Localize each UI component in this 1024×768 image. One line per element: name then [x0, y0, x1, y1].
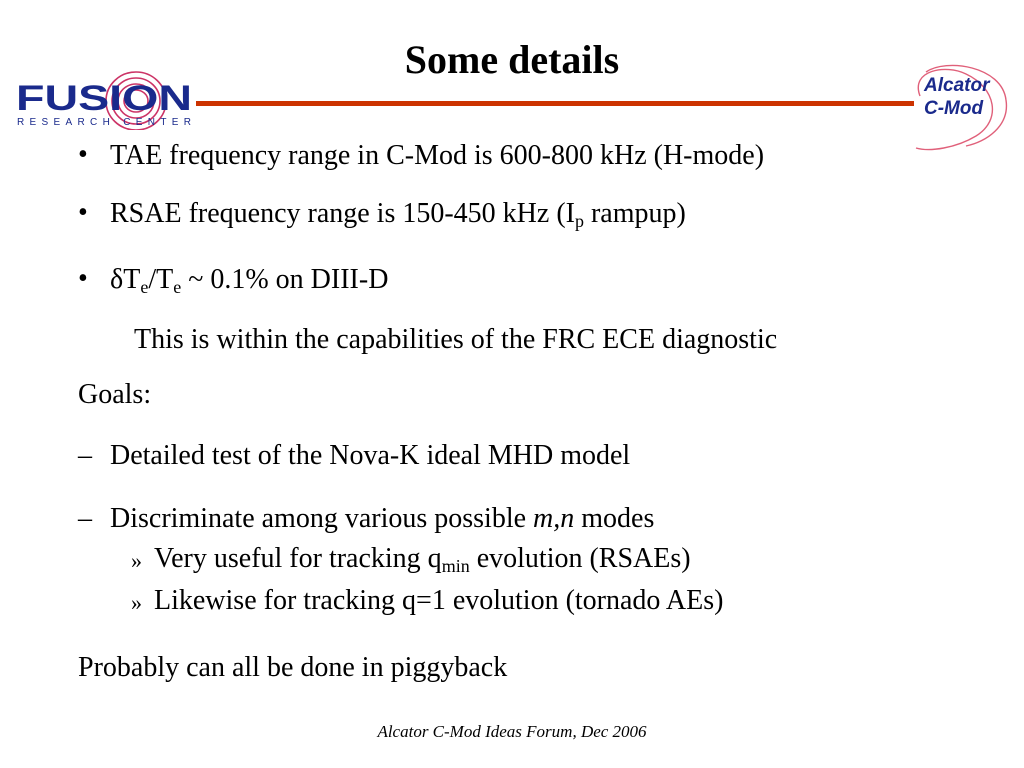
dash-icon: – — [78, 503, 92, 534]
header-rule — [196, 101, 914, 106]
bullet-rsae-frequency — [110, 197, 686, 231]
delta-symbol: δ — [110, 264, 124, 295]
te-text: T — [123, 264, 141, 295]
te-subscript-2: e — [173, 277, 182, 297]
subgoal-text-end: evolution (RSAEs) — [469, 543, 691, 574]
logo-line1: Alcator — [924, 75, 990, 96]
subgoal-q1: Likewise for tracking q=1 evolution (tornado AEs) — [154, 585, 724, 616]
goal-text-end: modes — [574, 503, 655, 534]
logo-subtitle: RESEARCH CENTER — [17, 117, 191, 128]
logo-word: FUSION — [16, 79, 192, 118]
alcator-cmod-logo — [906, 60, 1018, 156]
bullet-icon: • — [78, 197, 88, 228]
rsae-text-end: rampup) — [583, 198, 686, 229]
goals-label: Goals: — [78, 379, 152, 410]
te-subscript: e — [140, 277, 149, 297]
ece-note: This is within the capabilities of the FRC ECE diagnostic — [134, 324, 778, 355]
subgoal-subscript: min — [441, 556, 470, 576]
logo-line2: C-Mod — [924, 98, 984, 119]
closing-line: Probably can all be done in piggyback — [78, 652, 508, 683]
bullet-icon: • — [78, 263, 88, 294]
rsae-subscript: p — [574, 211, 584, 231]
dash-icon: – — [78, 440, 92, 471]
subgoal-qmin — [154, 542, 691, 576]
slide-title: Some details — [404, 37, 620, 82]
bullet-tae-frequency: TAE frequency range in C-Mod is 600-800 kHz (H-mode) — [110, 140, 765, 171]
bullet-icon: • — [78, 139, 88, 170]
rsae-text: RSAE frequency range is 150-450 kHz (I — [110, 198, 575, 229]
bullet-dte-te — [110, 263, 388, 297]
slide-footer: Alcator C-Mod Ideas Forum, Dec 2006 — [377, 722, 647, 741]
fusion-research-center-logo — [14, 68, 198, 130]
goal-text: Discriminate among various possible — [110, 503, 534, 534]
chevron-icon: » — [131, 548, 142, 573]
goal-discriminate-modes — [110, 502, 654, 536]
te-slash: /T — [148, 264, 174, 295]
subgoal-text: Very useful for tracking q — [154, 543, 442, 574]
goal-emphasis: m,n — [533, 503, 575, 534]
goal-nova-k: Detailed test of the Nova-K ideal MHD model — [110, 440, 631, 471]
te-rest: ~ 0.1% on DIII-D — [181, 264, 389, 295]
chevron-icon: » — [131, 590, 142, 615]
